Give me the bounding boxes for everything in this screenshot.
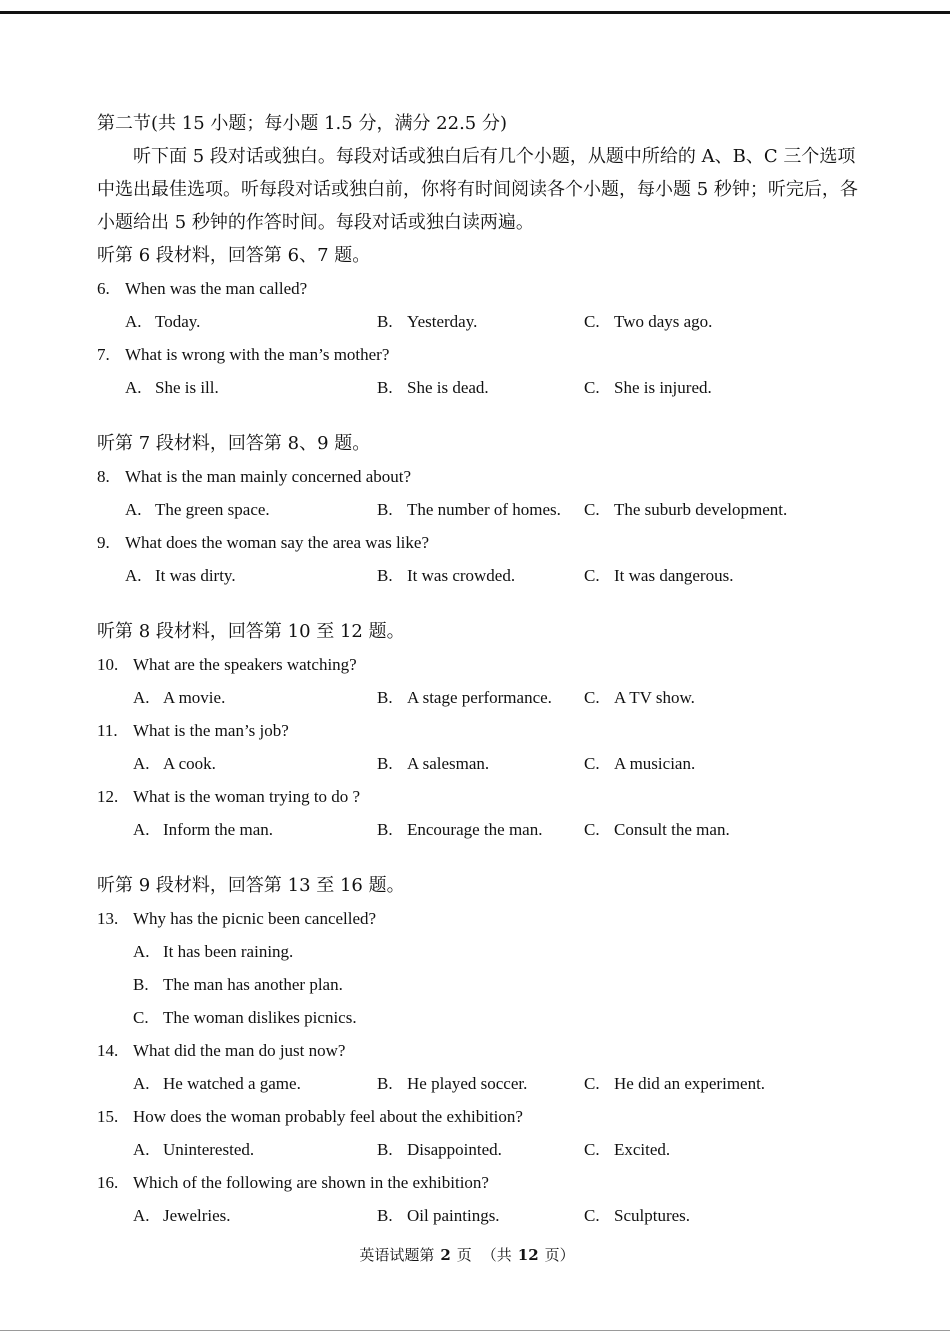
option-text: Two days ago. <box>614 312 713 331</box>
option-letter: B. <box>377 1140 393 1159</box>
options-12 <box>97 813 877 846</box>
footer-page-number: 2 <box>440 1246 451 1264</box>
question-number: 12. <box>97 787 119 806</box>
top-rule <box>0 11 950 14</box>
question-number: 13. <box>97 909 119 928</box>
group-intro: 听第 7 段材料，回答第 8、9 题。 <box>97 433 371 454</box>
option-b <box>377 559 515 592</box>
option-text: The man has another plan. <box>163 975 343 994</box>
footer-total-suffix: 页） <box>544 1246 575 1264</box>
option-letter: A. <box>133 942 150 961</box>
option-letter: B. <box>377 1206 393 1225</box>
option-text: The suburb development. <box>614 500 788 519</box>
option-a <box>133 1133 254 1166</box>
option-text: Consult the man. <box>614 820 730 839</box>
option-b <box>377 813 542 846</box>
options-15 <box>97 1133 877 1166</box>
option-letter: A. <box>133 1140 150 1159</box>
question-11 <box>97 714 877 747</box>
option-letter: C. <box>584 1074 600 1093</box>
question-text: Which of the following are shown in the exhibition? <box>133 1173 489 1192</box>
question-number: 15. <box>97 1107 119 1126</box>
option-b <box>377 493 561 526</box>
group-intro: 听第 9 段材料，回答第 13 至 16 题。 <box>97 875 405 896</box>
question-9 <box>97 526 877 559</box>
question-10 <box>97 648 877 681</box>
question-14 <box>97 1034 877 1067</box>
option-text: It was crowded. <box>407 566 516 585</box>
option-text: It has been raining. <box>163 942 294 961</box>
instructions-line: 小题给出 5 秒钟的作答时间。每段对话或独白读两遍。 <box>97 212 534 233</box>
bottom-rule <box>0 1330 950 1331</box>
option-text: A musician. <box>614 754 696 773</box>
page-footer <box>0 1243 934 1267</box>
option-letter: C. <box>584 1140 600 1159</box>
question-text: What is the man’s job? <box>133 721 289 740</box>
option-letter: C. <box>584 688 600 707</box>
option-letter: A. <box>133 1206 150 1225</box>
group-intro: 听第 8 段材料，回答第 10 至 12 题。 <box>97 621 405 642</box>
option-c <box>584 681 695 714</box>
option-letter: B. <box>377 754 393 773</box>
option-a <box>133 681 225 714</box>
option-letter: B. <box>377 378 393 397</box>
option-text: The woman dislikes picnics. <box>163 1008 357 1027</box>
instructions-line: 中选出最佳选项。听每段对话或独白前，你将有时间阅读各个小题，每小题 5 秒钟；听完后，各 <box>97 179 858 200</box>
options-6 <box>97 305 877 338</box>
question-number: 16. <box>97 1173 119 1192</box>
option-a <box>125 305 200 338</box>
question-12 <box>97 780 877 813</box>
option-text: She is dead. <box>407 378 489 397</box>
option-c <box>97 1001 877 1034</box>
option-text: A salesman. <box>407 754 490 773</box>
option-a <box>125 371 219 404</box>
option-letter: A. <box>133 754 150 773</box>
question-7 <box>97 338 877 371</box>
option-text: He did an experiment. <box>614 1074 766 1093</box>
option-letter: C. <box>584 378 600 397</box>
option-letter: C. <box>133 1008 149 1027</box>
option-text: A TV show. <box>614 688 695 707</box>
options-9 <box>97 559 877 592</box>
option-text: He played soccer. <box>407 1074 528 1093</box>
footer-page-suffix: 页 <box>456 1246 472 1264</box>
question-number: 9. <box>97 533 110 552</box>
option-text: A movie. <box>163 688 226 707</box>
instructions-line: 听下面 5 段对话或独白。每段对话或独白后有几个小题，从题中所给的 A、B、C 三个选项 <box>133 146 856 167</box>
option-a <box>133 1199 231 1232</box>
option-b <box>377 681 552 714</box>
option-text: Encourage the man. <box>407 820 543 839</box>
option-c <box>584 305 712 338</box>
option-b <box>377 305 477 338</box>
option-c <box>584 371 712 404</box>
option-letter: C. <box>584 1206 600 1225</box>
option-text: Today. <box>155 312 201 331</box>
option-letter: B. <box>377 1074 393 1093</box>
option-text: Oil paintings. <box>407 1206 500 1225</box>
options-11 <box>97 747 877 780</box>
question-number: 10. <box>97 655 119 674</box>
question-text: When was the man called? <box>125 279 308 298</box>
option-b <box>377 371 489 404</box>
option-c <box>584 813 730 846</box>
option-letter: B. <box>133 975 149 994</box>
option-a <box>133 1067 301 1100</box>
options-14 <box>97 1067 877 1100</box>
option-text: It was dangerous. <box>614 566 734 585</box>
option-text: The green space. <box>155 500 270 519</box>
option-c <box>584 747 695 780</box>
option-letter: B. <box>377 566 393 585</box>
question-13 <box>97 902 877 935</box>
question-16 <box>97 1166 877 1199</box>
question-number: 8. <box>97 467 110 486</box>
option-text: She is ill. <box>155 378 219 397</box>
option-letter: A. <box>125 312 142 331</box>
group-intro: 听第 6 段材料，回答第 6、7 题。 <box>97 245 371 266</box>
question-number: 7. <box>97 345 110 364</box>
option-text: She is injured. <box>614 378 712 397</box>
option-text: A cook. <box>163 754 216 773</box>
option-letter: C. <box>584 312 600 331</box>
question-text: What is the man mainly concerned about? <box>125 467 412 486</box>
option-letter: A. <box>125 500 142 519</box>
listening-section <box>97 107 877 1232</box>
question-text: What does the woman say the area was like? <box>125 533 429 552</box>
options-16 <box>97 1199 877 1232</box>
option-b <box>97 968 877 1001</box>
option-a <box>133 813 273 846</box>
option-a <box>125 559 236 592</box>
option-letter: A. <box>125 566 142 585</box>
question-number: 14. <box>97 1041 119 1060</box>
option-letter: B. <box>377 688 393 707</box>
option-letter: A. <box>133 688 150 707</box>
question-text: How does the woman probably feel about the exhibition? <box>133 1107 523 1126</box>
question-text: What did the man do just now? <box>133 1041 346 1060</box>
option-letter: A. <box>133 820 150 839</box>
option-letter: A. <box>133 1074 150 1093</box>
option-c <box>584 1199 690 1232</box>
option-letter: C. <box>584 820 600 839</box>
question-group-2 <box>97 427 877 592</box>
option-text: Yesterday. <box>407 312 478 331</box>
question-15 <box>97 1100 877 1133</box>
question-group-4 <box>97 869 877 1232</box>
option-c <box>584 493 787 526</box>
option-text: Jewelries. <box>163 1206 231 1225</box>
question-text: What is the woman trying to do ? <box>133 787 361 806</box>
option-c <box>584 1133 670 1166</box>
option-letter: B. <box>377 820 393 839</box>
question-text: What is wrong with the man’s mother? <box>125 345 390 364</box>
option-letter: C. <box>584 754 600 773</box>
question-number: 11. <box>97 721 118 740</box>
option-text: A stage performance. <box>407 688 552 707</box>
option-text: He watched a game. <box>163 1074 301 1093</box>
option-text: Sculptures. <box>614 1206 691 1225</box>
option-letter: A. <box>125 378 142 397</box>
options-10 <box>97 681 877 714</box>
question-8 <box>97 460 877 493</box>
option-b <box>377 1067 527 1100</box>
option-letter: B. <box>377 500 393 519</box>
footer-prefix: 英语试题第 <box>359 1246 435 1264</box>
section-heading: 第二节(共 15 小题；每小题 1.5 分，满分 22.5 分) <box>97 113 507 134</box>
options-7 <box>97 371 877 404</box>
footer-total-pages: 12 <box>517 1246 539 1264</box>
question-group-1 <box>97 239 877 404</box>
option-text: Excited. <box>614 1140 671 1159</box>
option-text: The number of homes. <box>407 500 561 519</box>
option-letter: C. <box>584 566 600 585</box>
option-a <box>125 493 270 526</box>
option-text: Disappointed. <box>407 1140 502 1159</box>
option-b <box>377 747 489 780</box>
option-letter: C. <box>584 500 600 519</box>
question-text: What are the speakers watching? <box>133 655 357 674</box>
question-number: 6. <box>97 279 110 298</box>
option-text: Uninterested. <box>163 1140 255 1159</box>
footer-total-prefix: （共 <box>481 1246 512 1264</box>
question-text: Why has the picnic been cancelled? <box>133 909 377 928</box>
option-letter: B. <box>377 312 393 331</box>
question-group-3 <box>97 615 877 846</box>
question-6 <box>97 272 877 305</box>
option-c <box>584 559 733 592</box>
option-b <box>377 1133 502 1166</box>
option-b <box>377 1199 500 1232</box>
options-8 <box>97 493 877 526</box>
option-text: It was dirty. <box>155 566 236 585</box>
option-text: Inform the man. <box>163 820 273 839</box>
option-a <box>97 935 877 968</box>
option-a <box>133 747 216 780</box>
option-c <box>584 1067 765 1100</box>
